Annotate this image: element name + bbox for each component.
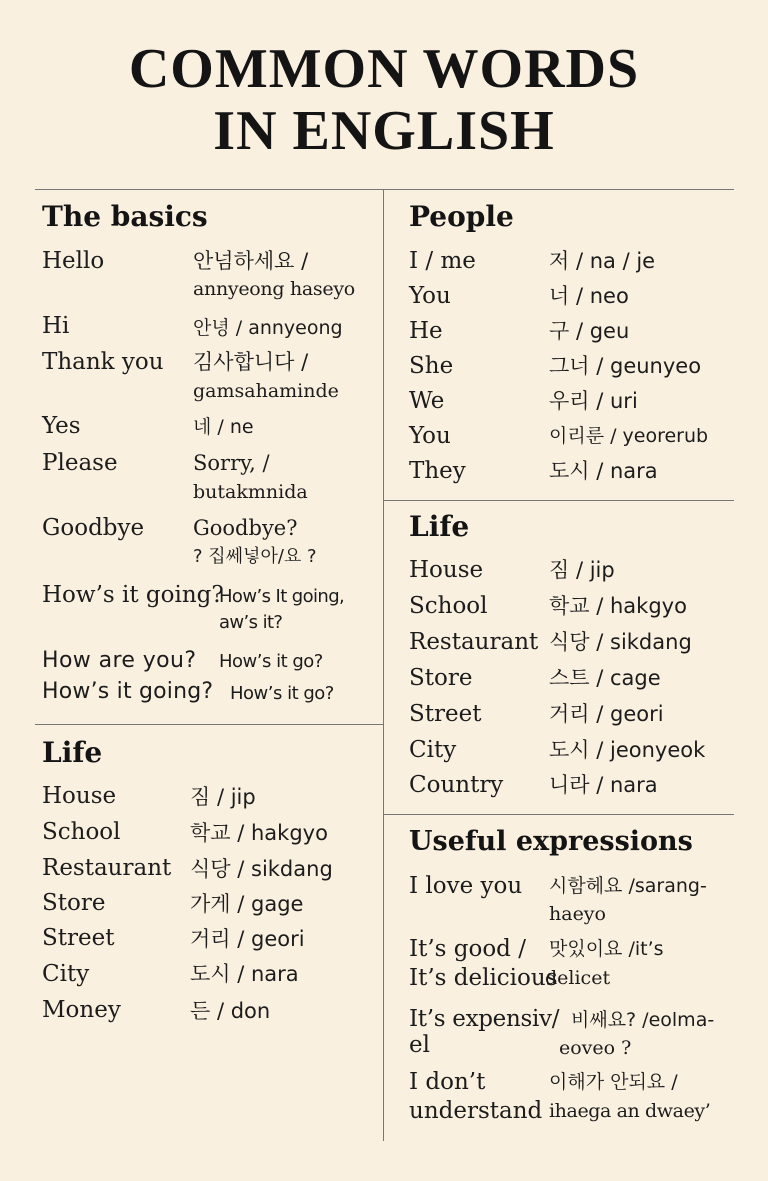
section-heading: Useful expressions bbox=[409, 826, 693, 857]
expression-korean-line1: 시함헤요 /sarang- bbox=[549, 875, 707, 897]
word-english: Store bbox=[409, 665, 473, 691]
word-korean: 도시 / nara bbox=[190, 962, 299, 986]
section-heading: The basics bbox=[42, 200, 208, 233]
word-korean: 니라 / nara bbox=[549, 773, 658, 797]
section-heading: Life bbox=[42, 736, 103, 769]
expression-korean bbox=[545, 936, 664, 994]
word-korean: 도시 / nara bbox=[549, 459, 658, 483]
word-english: I / me bbox=[409, 248, 476, 274]
word-korean: 거리 / geori bbox=[549, 702, 664, 726]
expression-english-line2: el bbox=[409, 1032, 430, 1058]
word-korean-line2: ? 집쎄넣아/요 ? bbox=[193, 546, 317, 567]
word-korean: 짐 / jip bbox=[549, 558, 615, 582]
word-english: You bbox=[409, 283, 451, 309]
word-english: House bbox=[42, 783, 117, 809]
word-english: Thank you bbox=[42, 349, 164, 375]
word-korean-line2: butakmnida bbox=[193, 481, 308, 503]
word-korean: 도시 / jeonyeok bbox=[549, 738, 706, 762]
word-english: How’s it going? bbox=[42, 582, 224, 608]
right-section-divider-1 bbox=[384, 500, 734, 501]
word-english: We bbox=[409, 388, 445, 414]
word-korean: 든 / don bbox=[190, 999, 271, 1023]
word-korean bbox=[193, 515, 317, 573]
expression-english-line1: It’s good / bbox=[409, 936, 526, 962]
expression-english-line1: I don’t bbox=[409, 1069, 486, 1095]
word-english: He bbox=[409, 318, 443, 344]
word-english: Money bbox=[42, 997, 121, 1023]
word-korean-line1: 김사합니다 / bbox=[193, 350, 309, 374]
expression-korean bbox=[549, 873, 707, 929]
word-english: They bbox=[409, 458, 466, 484]
word-english: Street bbox=[409, 701, 482, 727]
expression-english-line2: understand bbox=[409, 1098, 543, 1124]
expression-korean-line1: 맛있이요 /it’s bbox=[549, 938, 664, 960]
word-korean: 가게 / gage bbox=[190, 892, 304, 916]
word-english: Hello bbox=[42, 248, 105, 274]
word-english: City bbox=[409, 737, 457, 763]
word-english: School bbox=[409, 593, 488, 619]
word-english: Street bbox=[42, 925, 115, 951]
word-korean: 구 / geu bbox=[549, 319, 630, 343]
expression-korean-line2: delicet bbox=[545, 967, 611, 989]
right-section-divider-2 bbox=[384, 814, 734, 815]
word-korean: 안녕 / annyeong bbox=[193, 317, 343, 339]
word-korean: 학교 / hakgyo bbox=[190, 821, 328, 845]
word-english: You bbox=[409, 423, 451, 449]
word-english: How’s it going? bbox=[42, 679, 214, 704]
section-heading: People bbox=[409, 200, 514, 233]
word-korean: 네 / ne bbox=[193, 416, 254, 438]
word-english: School bbox=[42, 819, 121, 845]
expression-english bbox=[409, 1006, 559, 1058]
title-line-2: IN ENGLISH bbox=[213, 100, 555, 162]
word-english: Country bbox=[409, 772, 504, 798]
word-korean: 학교 / hakgyo bbox=[549, 594, 687, 618]
expression-korean bbox=[549, 1069, 710, 1127]
word-korean-line2: aw’s it? bbox=[219, 612, 283, 633]
word-korean bbox=[193, 349, 339, 407]
expression-english-line1: I love you bbox=[409, 873, 523, 899]
word-korean-line2: gamsahaminde bbox=[193, 380, 339, 402]
word-korean: 식당 / sikdang bbox=[549, 630, 692, 654]
left-section-divider bbox=[35, 724, 383, 725]
expression-english bbox=[409, 873, 522, 899]
word-korean bbox=[219, 584, 344, 636]
word-english: Hi bbox=[42, 313, 70, 339]
word-korean-line1: Goodbye? bbox=[193, 516, 298, 540]
title-line-1: COMMON WORDS bbox=[128, 38, 640, 100]
word-english: Goodbye bbox=[42, 515, 145, 541]
expression-english-line2: It’s delicious bbox=[409, 965, 558, 991]
expression-english bbox=[409, 936, 558, 994]
word-english: Restaurant bbox=[409, 629, 539, 655]
section-heading: Life bbox=[409, 510, 470, 543]
word-english: How are you? bbox=[42, 648, 197, 673]
page-title bbox=[0, 38, 768, 162]
expression-korean-line2: eoveo ? bbox=[559, 1037, 632, 1059]
word-korean: 우리 / uri bbox=[549, 389, 638, 413]
word-english: Store bbox=[42, 890, 106, 916]
word-korean-line2: annyeong haseyo bbox=[193, 278, 355, 300]
word-english: House bbox=[409, 557, 484, 583]
word-korean: 스트 / cage bbox=[549, 666, 661, 690]
expression-korean-line2: ihaega an dwaey’ bbox=[549, 1100, 711, 1122]
expression-korean-line2: haeyo bbox=[549, 903, 606, 925]
word-korean: 거리 / geori bbox=[190, 927, 305, 951]
expression-korean bbox=[559, 1007, 715, 1063]
expression-korean-line1: 이해가 안되요 / bbox=[549, 1071, 678, 1093]
word-korean-line1: How’s It going, bbox=[219, 586, 345, 607]
word-korean: 짐 / jip bbox=[190, 785, 256, 809]
word-english: Restaurant bbox=[42, 855, 172, 881]
word-english: She bbox=[409, 353, 454, 379]
word-english: Please bbox=[42, 450, 118, 476]
word-korean-line1: Sorry, / bbox=[193, 451, 270, 475]
word-korean: How’s it go? bbox=[230, 683, 334, 704]
word-korean: 식당 / sikdang bbox=[190, 857, 333, 881]
word-korean: 그너 / geunyeo bbox=[549, 354, 702, 378]
word-korean: How’s it go? bbox=[219, 651, 323, 672]
column-divider bbox=[383, 189, 384, 1141]
expression-english bbox=[409, 1069, 542, 1127]
expression-english-line1: It’s expensiv/ bbox=[409, 1006, 560, 1032]
word-korean: 이리룬 / yeorerub bbox=[549, 425, 709, 447]
top-divider bbox=[35, 189, 734, 190]
word-korean-line1: 안넘하세요 / bbox=[193, 249, 309, 273]
word-english: Yes bbox=[42, 413, 81, 439]
word-korean: 저 / na / je bbox=[549, 249, 656, 273]
expression-korean-line1: 비쌔요? /eolma- bbox=[571, 1009, 715, 1031]
word-korean bbox=[193, 248, 355, 304]
word-korean bbox=[193, 450, 308, 508]
word-english: City bbox=[42, 961, 90, 987]
word-korean: 너 / neo bbox=[549, 284, 629, 308]
